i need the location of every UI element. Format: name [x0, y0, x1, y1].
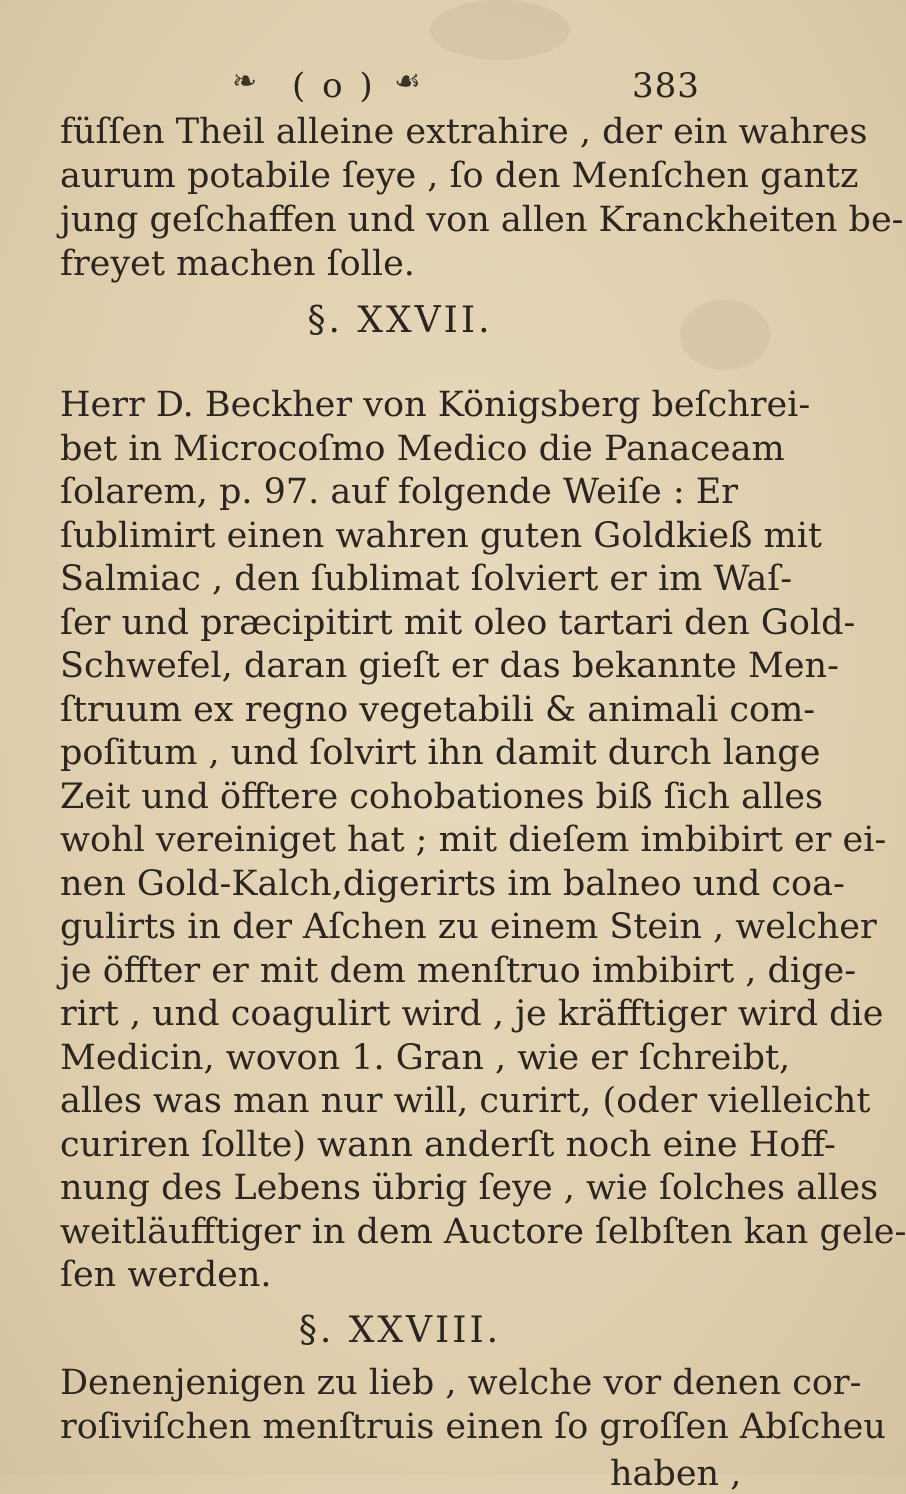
text-line: Herr D. Beckher von Königsberg beſchrei-	[60, 385, 811, 425]
text-line: ſolarem, p. 97. auf folgende Weiſe : Er	[60, 472, 739, 512]
text-line: rirt , und coagulirt wird , je kräfftiger wird die	[60, 994, 884, 1034]
running-header	[0, 62, 800, 112]
text-line: curiren ſollte) wann anderſt noch eine Hoff-	[60, 1124, 836, 1165]
text-line: jung geſchaffen und von allen Kranckheiten be-	[60, 200, 904, 240]
text-line: aurum potabile ſeye , ſo den Menſchen gantz	[60, 156, 859, 196]
text-line: alles was man nur will, curirt, (oder vielleicht	[60, 1081, 871, 1121]
paper-stain	[430, 0, 570, 60]
section-heading: §. XXVII.	[307, 300, 493, 341]
text-line: roſiviſchen menſtruis einen ſo groſſen Abſcheu	[60, 1407, 886, 1447]
text-line: ſer und præcipitirt mit oleo tartari den Gold-	[60, 602, 856, 643]
header-ornament-text: ( o )	[292, 66, 376, 106]
text-line: ſublimirt einen wahren guten Goldkieß mit	[60, 515, 822, 556]
text-line: nen Gold-Kalch,digerirts im balneo und coa-	[60, 863, 845, 904]
right-ornament-icon: ☙	[394, 64, 421, 99]
catchword: haben ,	[610, 1454, 742, 1494]
text-line: ſen werden.	[60, 1255, 272, 1295]
text-line: gulirts in der Aſchen zu einem Stein , welcher	[60, 907, 877, 947]
text-line: Salmiac , den ſublimat ſolviert er im Waſ-	[60, 559, 793, 599]
text-line: Schwefel, daran gieſt er das bekannte Men-	[60, 646, 839, 686]
text-line: füſſen Theil alleine extrahire , der ein wahres	[60, 112, 868, 152]
text-line: freyet machen ſolle.	[60, 244, 415, 284]
left-ornament-icon: ❧	[232, 64, 258, 99]
text-line: ſtruum ex regno vegetabili & animali com-	[60, 689, 816, 730]
text-line: wohl vereiniget hat ; mit dieſem imbibirt er ei-	[60, 820, 887, 860]
text-line: nung des Lebens übrig ſeye , wie ſolches alles	[60, 1168, 879, 1208]
text-line: Zeit und öfftere cohobationes biß ſich alles	[60, 776, 823, 817]
text-line: bet in Microcoſmo Medico die Panaceam	[60, 428, 785, 469]
text-line: Denenjenigen zu lieb , welche vor denen cor-	[60, 1363, 862, 1403]
text-line: poſitum , und ſolvirt ihn damit durch lange	[60, 733, 821, 773]
section-heading: §. XXVIII.	[298, 1310, 502, 1351]
text-line: weitläufftiger in dem Auctore ſelbſten kan gele-	[60, 1211, 906, 1252]
page-number: 383	[632, 66, 700, 106]
text-line: je öffter er mit dem menſtruo imbibirt , dige-	[60, 950, 857, 991]
text-line: Medicin, wovon 1. Gran , wie er ſchreibt,	[60, 1037, 791, 1078]
